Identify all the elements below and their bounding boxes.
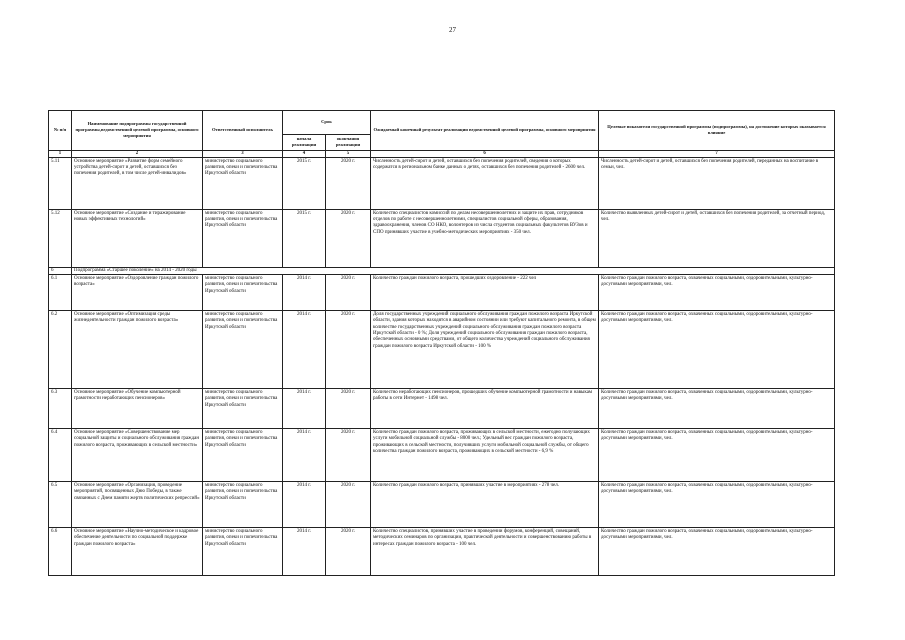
page-number: 27: [449, 26, 456, 34]
row-result: Количество граждан пожилого возраста, проживающих в сельской местности, ежегодно получающих услуги мобильной социальной службы - 8000 чел.; Удельный вес граждан пожилого возраста, проживающих в сельской местности, получивших услуги мобильной социальной службы, от общего количества граждан пожилого возраста, проживающих в сельской местности - 6,9 %: [371, 429, 599, 482]
row-number: 5.12: [49, 209, 72, 267]
header-end: окончания реализации: [326, 135, 371, 151]
row-result: Количество специалистов, принявших участие в проведении форумов, конференций, совещаний, методических семинаров по организации, практической деятельности и совершенствованию работы в интересах граждан пожилого возраста - 100 чел.: [371, 528, 599, 576]
row-executor: министерство социального развития, опеки и попечительства Иркутской области: [203, 429, 283, 482]
row-name: Основное мероприятие «Научно-методическое и кадровое обеспечение деятельности по социальной поддержке граждан пожилого возраста»: [72, 528, 203, 576]
row-indicators: Количество граждан пожилого возраста, охваченных социальными, оздоровительными, культурно-досуговыми мероприятиями, чел.: [599, 389, 835, 429]
row-result: Доля государственных учреждений социального обслуживания граждан пожилого возраста Иркутской области, здания которых находятся в аварийном состоянии или требуют капитального ремонта, в общем количестве государственных учреждений социального обслуживания граждан пожилого возраста Иркутской области - 0 %; Доля учреждений социального обслуживания граждан пожилого возраста, обеспеченных основными средствами, от общего количества учреждений социального обслуживания граждан пожилого возраста Иркутской области - 100 %: [371, 311, 599, 389]
row-end: 2020 г.: [326, 311, 371, 389]
table-row: [49, 429, 835, 482]
row-name: Основное мероприятие «Совершенствование мер социальной защиты и социального обслуживания граждан пожилого возраста, проживающих в сельской местности»: [72, 429, 203, 482]
table-row: [49, 389, 835, 429]
row-number: 6.2: [49, 311, 72, 389]
row-indicators: Количество граждан пожилого возраста, охваченных социальными, оздоровительными, культурно-досуговыми мероприятиями, чел.: [599, 311, 835, 389]
row-indicators: Количество граждан пожилого возраста, охваченных социальными, оздоровительными, культурно-досуговыми мероприятиями, чел.: [599, 275, 835, 311]
row-name: Основное мероприятие «Обучение компьютерной грамотности неработающих пенсионеров»: [72, 389, 203, 429]
table-row: [49, 275, 835, 311]
row-executor: министерство социального развития, опеки и попечительства Иркутской области: [203, 389, 283, 429]
row-end: 2020 г.: [326, 275, 371, 311]
column-number: 7: [599, 150, 835, 157]
row-number: 5.11: [49, 157, 72, 209]
row-indicators: Количество граждан пожилого возраста, охваченных социальными, оздоровительными, культурно-досуговыми мероприятиями, чел.: [599, 528, 835, 576]
row-end: 2020 г.: [326, 157, 371, 209]
header-start: начала реализации: [283, 135, 326, 151]
row-name: Основное мероприятие «Создание и тиражирование новых эффективных технологий»: [72, 209, 203, 267]
column-number: 4: [283, 150, 326, 157]
column-number: 6: [371, 150, 599, 157]
row-end: 2020 г.: [326, 389, 371, 429]
row-executor: министерство социального развития, опеки и попечительства Иркутской области: [203, 311, 283, 389]
row-name: Основное мероприятие «Организация, проведение мероприятий, посвященных Дню Победы, в также связанных с Днем памяти жертв политических репрессий»: [72, 482, 203, 528]
row-start: 2015 г.: [283, 157, 326, 209]
row-result: Численность детей-сирот и детей, оставшихся без попечения родителей, сведения о которых содержатся в региональном банке данных о детях, оставшихся без попечения родителей - 2600 чел.: [371, 157, 599, 209]
program-table: [48, 110, 835, 576]
column-number: 1: [49, 150, 72, 157]
column-number: 2: [72, 150, 203, 157]
subprogram-title: Подпрограмма «Старшее поколение» на 2014 - 2020 годы: [72, 267, 835, 274]
row-indicators: Количество выявленных детей-сирот и детей, оставшихся без попечения родителей, за отчетный период, чел.: [599, 209, 835, 267]
row-start: 2014 г.: [283, 275, 326, 311]
row-result: Количество граждан пожилого возраста, принявших участие в мероприятиях - 278 чел.: [371, 482, 599, 528]
row-name: Основное мероприятие «Оздоровление граждан пожилого возраста»: [72, 275, 203, 311]
row-result: Количество специалистов комиссий по делам несовершеннолетних и защите их прав, сотрудников отделов по работе с несовершеннолетними, специалистов социальной сферы, образования, здравоохранения, членов СО НКО, волонтеров из числа студентов социальных факультетов ВУЗов и СПО принявших участие в учебно-методических мероприятиях - 350 чел.: [371, 209, 599, 267]
row-executor: министерство социального развития, опеки и попечительства Иркутской области: [203, 275, 283, 311]
table-row: [49, 528, 835, 576]
table-row: [49, 482, 835, 528]
header-executor: Ответственный исполнитель: [203, 111, 283, 151]
row-end: 2020 г.: [326, 209, 371, 267]
row-start: 2014 г.: [283, 311, 326, 389]
header-term: Срок: [283, 111, 371, 135]
row-end: 2020 г.: [326, 528, 371, 576]
table-row: [49, 209, 835, 267]
row-number: 6.3: [49, 389, 72, 429]
row-number: 6.5: [49, 482, 72, 528]
row-name: Основное мероприятие «Оптимизация среды жизнедеятельности граждан пожилого возраста»: [72, 311, 203, 389]
row-start: 2014 г.: [283, 482, 326, 528]
row-indicators: Численность детей-сирот и детей, оставшихся без попечения родителей, переданных на воспитание в семьи, чел.: [599, 157, 835, 209]
header-indicators: Целевые показатели государственной программы (подпрограммы), на достижение которых оказывается влияние: [599, 111, 835, 151]
row-name: Основное мероприятие «Развитие форм семейного устройства детей-сирот и детей, оставшихся без попечения родителей, в том числе детей-инвалидов»: [72, 157, 203, 209]
row-start: 2015 г.: [283, 209, 326, 267]
row-executor: министерство социального развития, опеки и попечительства Иркутской области: [203, 157, 283, 209]
subprogram-number: 6: [49, 267, 72, 274]
row-number: 6.6: [49, 528, 72, 576]
row-number: 6.4: [49, 429, 72, 482]
column-number: 5: [326, 150, 371, 157]
header-name: Наименование подпрограммы государственной программы,ведомственной целевой программы, основного мероприятия: [72, 111, 203, 151]
header-num: № п/п: [49, 111, 72, 151]
row-result: Количество граждан пожилого возраста, прошедших оздоровление - 222 чел: [371, 275, 599, 311]
table-row: [49, 157, 835, 209]
row-start: 2014 г.: [283, 389, 326, 429]
row-executor: министерство социального развития, опеки и попечительства Иркутской области: [203, 482, 283, 528]
row-indicators: Количество граждан пожилого возраста, охваченных социальными, оздоровительными, культурно-досуговыми мероприятиями, чел.: [599, 429, 835, 482]
row-start: 2014 г.: [283, 528, 326, 576]
row-executor: министерство социального развития, опеки и попечительства Иркутской области: [203, 528, 283, 576]
row-number: 6.1: [49, 275, 72, 311]
subprogram-row: [49, 267, 835, 274]
row-end: 2020 г.: [326, 482, 371, 528]
column-number: 3: [203, 150, 283, 157]
row-result: Количество неработающих пенсионеров, прошедших обучение компьютерной грамотности и навыкам работы в сети Интернет - 1498 чел.: [371, 389, 599, 429]
row-executor: министерство социального развития, опеки и попечительства Иркутской области: [203, 209, 283, 267]
row-indicators: Количество граждан пожилого возраста, охваченных социальными, оздоровительными, культурно-досуговыми мероприятиями, чел.: [599, 482, 835, 528]
table-row: [49, 311, 835, 389]
row-end: 2020 г.: [326, 429, 371, 482]
header-result: Ожидаемый конечный результат реализации ведомственной целевой программы, основного мероприятия: [371, 111, 599, 151]
row-start: 2014 г.: [283, 429, 326, 482]
